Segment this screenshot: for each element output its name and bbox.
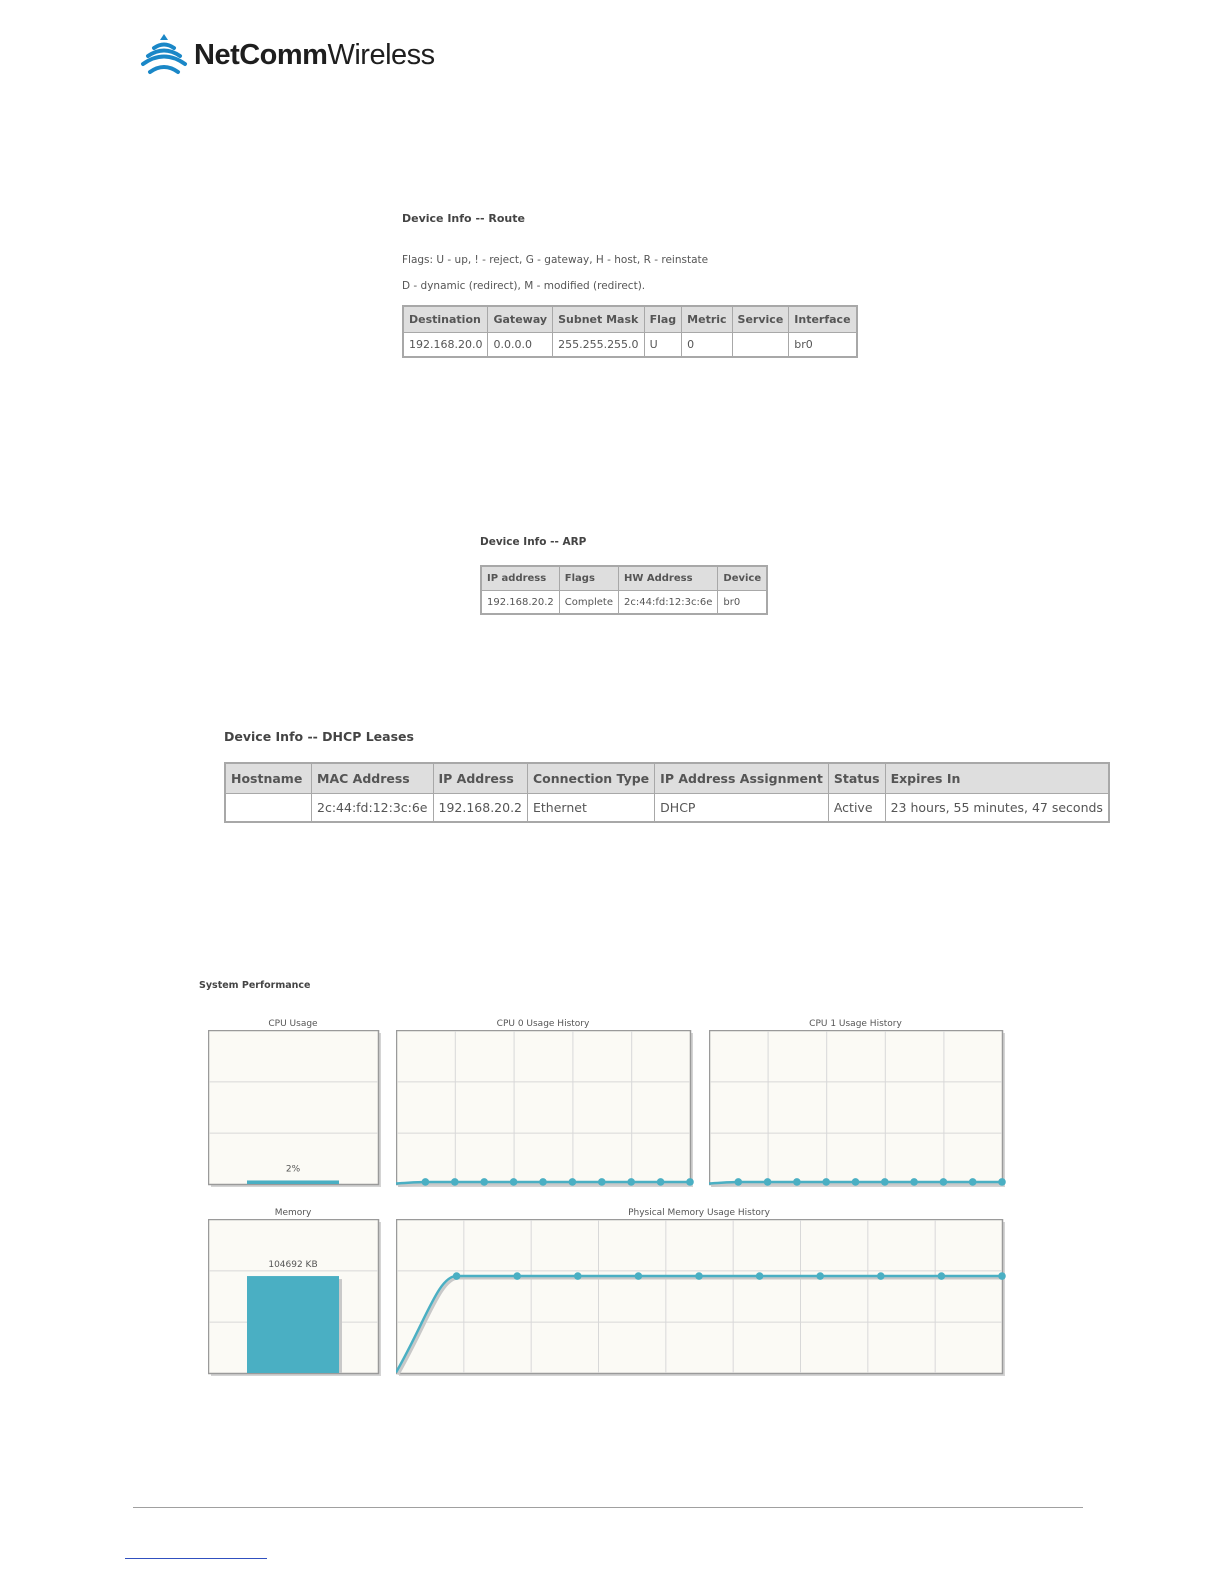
data-point <box>852 1178 860 1186</box>
chart-frame <box>397 1220 1003 1374</box>
route-cell: 255.255.255.0 <box>553 333 644 358</box>
dhcp-cell <box>225 794 312 823</box>
footer-divider <box>133 1507 1083 1508</box>
route-header-cell: Metric <box>682 306 732 333</box>
arp-header-cell: Flags <box>559 566 618 591</box>
data-point <box>881 1178 889 1186</box>
data-point <box>598 1178 606 1186</box>
route-title: Device Info -- Route <box>402 212 525 225</box>
data-point <box>938 1272 946 1280</box>
bar-value-label: 2% <box>285 1164 301 1175</box>
arp-title: Device Info -- ARP <box>480 536 587 548</box>
wifi-signal-icon <box>140 32 188 78</box>
memory-chart <box>208 1219 382 1378</box>
chart-title: Physical Memory Usage History <box>628 1208 770 1218</box>
route-cell <box>732 333 789 358</box>
data-point <box>422 1178 430 1186</box>
arp-header-row <box>481 566 767 591</box>
chart-frame <box>710 1031 1003 1185</box>
route-flags-line2: D - dynamic (redirect), M - modified (redirect). <box>402 280 646 292</box>
bar <box>247 1180 339 1184</box>
arp-header-cell: HW Address <box>619 566 718 591</box>
data-point <box>998 1178 1006 1186</box>
arp-header-cell: IP address <box>481 566 559 591</box>
table-row <box>481 591 767 615</box>
data-point <box>510 1178 518 1186</box>
data-point <box>816 1272 824 1280</box>
data-point <box>627 1178 635 1186</box>
route-table <box>402 305 858 358</box>
data-point <box>998 1272 1006 1280</box>
data-point <box>480 1178 488 1186</box>
data-point <box>764 1178 772 1186</box>
cpu0-history-chart <box>396 1030 694 1189</box>
route-cell: 192.168.20.0 <box>403 333 488 358</box>
route-cell: br0 <box>789 333 857 358</box>
data-point <box>940 1178 948 1186</box>
data-point <box>695 1272 703 1280</box>
data-point <box>635 1272 643 1280</box>
dhcp-title: Device Info -- DHCP Leases <box>224 729 414 744</box>
dhcp-header-cell: Status <box>828 763 885 794</box>
chart-title: CPU 0 Usage History <box>496 1019 590 1029</box>
data-point <box>822 1178 830 1186</box>
dhcp-cell: 2c:44:fd:12:3c:6e <box>312 794 434 823</box>
dhcp-cell: 192.168.20.2 <box>433 794 528 823</box>
data-point <box>756 1272 764 1280</box>
route-cell: U <box>644 333 682 358</box>
dhcp-header-cell: Expires In <box>885 763 1109 794</box>
route-flags-line1: Flags: U - up, ! - reject, G - gateway, H - host, R - reinstate <box>402 254 709 266</box>
bar <box>247 1276 339 1373</box>
route-cell: 0 <box>682 333 732 358</box>
performance-title: System Performance <box>199 980 311 991</box>
chart-frame <box>397 1031 691 1185</box>
arp-cell: Complete <box>559 591 618 615</box>
data-point <box>453 1272 461 1280</box>
data-point <box>877 1272 885 1280</box>
arp-header-cell: Device <box>718 566 767 591</box>
arp-cell: 2c:44:fd:12:3c:6e <box>619 591 718 615</box>
route-header-cell: Subnet Mask <box>553 306 644 333</box>
arp-table <box>480 565 768 615</box>
data-point <box>686 1178 694 1186</box>
data-point <box>513 1272 521 1280</box>
dhcp-cell: Active <box>828 794 885 823</box>
cpu-usage-chart <box>208 1030 382 1189</box>
cpu1-history-chart <box>709 1030 1006 1189</box>
chart-title: Memory <box>274 1208 312 1218</box>
dhcp-header-cell: IP Address Assignment <box>655 763 829 794</box>
dhcp-table <box>224 762 1110 823</box>
data-point <box>735 1178 743 1186</box>
arp-cell: 192.168.20.2 <box>481 591 559 615</box>
route-header-cell: Interface <box>789 306 857 333</box>
bar-value-label: 104692 KB <box>268 1260 318 1271</box>
chart-frame <box>209 1031 379 1185</box>
table-row <box>403 333 857 358</box>
data-point <box>569 1178 577 1186</box>
data-point <box>574 1272 582 1280</box>
route-header-row <box>403 306 857 333</box>
dhcp-cell: DHCP <box>655 794 829 823</box>
memory-history-chart <box>396 1219 1006 1378</box>
route-header-cell: Gateway <box>488 306 553 333</box>
route-header-cell: Flag <box>644 306 682 333</box>
route-cell: 0.0.0.0 <box>488 333 553 358</box>
chart-title: CPU Usage <box>268 1019 318 1029</box>
dhcp-header-cell: Hostname <box>225 763 312 794</box>
dhcp-header-cell: Connection Type <box>528 763 655 794</box>
table-row <box>225 794 1109 823</box>
footer-link-underline[interactable] <box>125 1558 267 1559</box>
data-point <box>969 1178 977 1186</box>
chart-title: CPU 1 Usage History <box>809 1019 902 1029</box>
arp-cell: br0 <box>718 591 767 615</box>
route-header-cell: Service <box>732 306 789 333</box>
dhcp-cell: 23 hours, 55 minutes, 47 seconds <box>885 794 1109 823</box>
data-point <box>793 1178 801 1186</box>
data-point <box>910 1178 918 1186</box>
dhcp-header-cell: MAC Address <box>312 763 434 794</box>
dhcp-cell: Ethernet <box>528 794 655 823</box>
logo-text: NetCommWireless <box>194 38 435 71</box>
data-point <box>451 1178 459 1186</box>
data-point <box>657 1178 665 1186</box>
dhcp-header-cell: IP Address <box>433 763 528 794</box>
netcomm-logo <box>140 30 435 80</box>
data-point <box>539 1178 547 1186</box>
route-header-cell: Destination <box>403 306 488 333</box>
dhcp-header-row <box>225 763 1109 794</box>
